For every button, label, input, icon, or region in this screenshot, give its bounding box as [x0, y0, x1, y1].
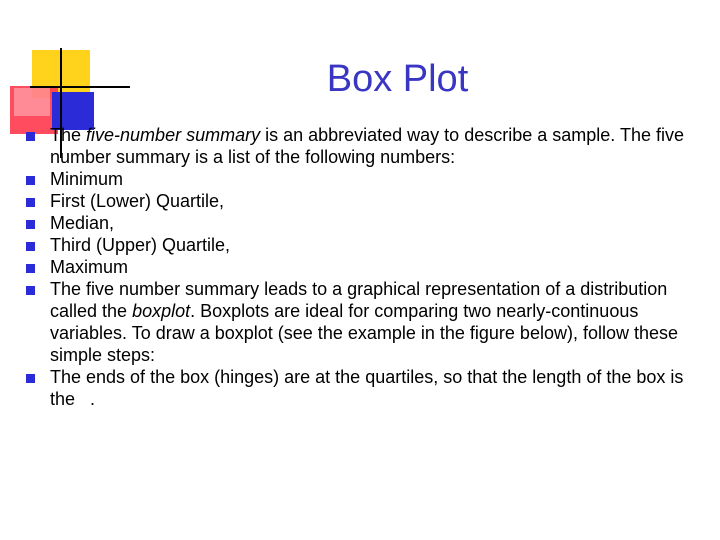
bullet-square-icon — [26, 242, 35, 251]
bullet-square-icon — [26, 220, 35, 229]
bullet-text: First (Lower) Quartile, — [50, 191, 225, 211]
bullet-item — [0, 278, 720, 366]
bullet-list — [0, 124, 720, 410]
decor-overlap-wash — [14, 88, 50, 116]
decor-horizontal-line — [30, 86, 130, 88]
bullet-emphasis: boxplot — [132, 301, 191, 321]
bullet-text: The — [50, 125, 87, 145]
bullet-item — [0, 124, 720, 168]
bullet-item — [0, 168, 720, 190]
bullet-item — [0, 256, 720, 278]
bullet-emphasis: five-number summary — [86, 125, 261, 145]
bullet-item — [0, 212, 720, 234]
bullet-square-icon — [26, 374, 35, 383]
bullet-item — [0, 366, 720, 410]
bullet-square-icon — [26, 264, 35, 273]
bullet-text: Maximum — [50, 257, 129, 277]
bullet-text: The ends of the box (hinges) are at the quartiles, so that the length of the box is the . — [50, 367, 684, 409]
bullet-text: The five number summary leads to a graphical representation of a distribution called the — [50, 279, 668, 321]
bullet-square-icon — [26, 176, 35, 185]
bullet-text: . Boxplots are ideal for comparing two nearly-continuous variables. To draw a boxplot (see the example in the figure below), follow these simple steps: — [50, 301, 679, 365]
slide-title: Box Plot — [326, 58, 469, 100]
bullet-text: Minimum — [50, 169, 124, 189]
bullet-square-icon — [26, 286, 35, 295]
bullet-text: Third (Upper) Quartile, — [50, 235, 231, 255]
bullet-square-icon — [26, 132, 35, 141]
bullet-text: Median, — [50, 213, 115, 233]
bullet-item — [0, 190, 720, 212]
bullet-text: is an abbreviated way to describe a sample. The five number summary is a list of the following numbers: — [50, 125, 684, 167]
bullet-square-icon — [26, 198, 35, 207]
bullet-item — [0, 234, 720, 256]
